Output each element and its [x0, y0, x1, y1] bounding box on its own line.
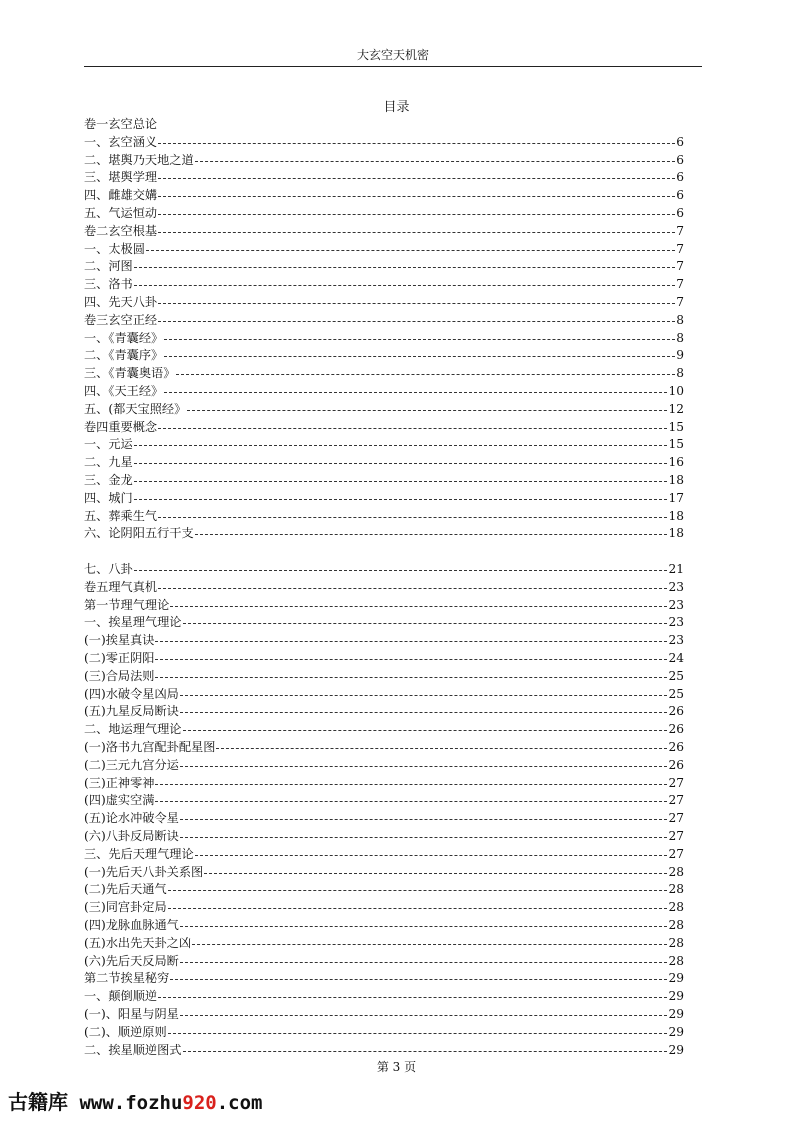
toc-entry-label: (一)挨星真诀 [84, 633, 155, 648]
toc-leader-dashes [216, 747, 667, 749]
toc-entry-page: 21 [668, 562, 684, 576]
page-number: 第 3 页 [376, 1060, 417, 1074]
toc-entry-label: 二、河图 [84, 259, 133, 274]
toc-leader-dashes [155, 783, 667, 785]
toc-entry-label: (六)八卦反局断诀 [84, 829, 179, 843]
toc-leader-dashes [183, 622, 668, 624]
toc-entry[interactable] [84, 186, 684, 204]
toc-leader-dashes [204, 872, 667, 874]
toc-entry-label: 三、金龙 [84, 473, 133, 487]
toc-entry[interactable] [84, 756, 684, 774]
toc-leader-dashes [187, 409, 667, 411]
toc-entry-label: 卷四重要概念 [84, 419, 158, 434]
toc-entry-page: 23 [668, 633, 684, 648]
toc-entry-label: 五、(都天宝照经》 [84, 401, 187, 416]
toc-entry-page: 8 [676, 312, 684, 327]
toc-leader-dashes [134, 284, 675, 286]
toc-entry-page: 29 [668, 971, 684, 986]
toc-entry-page: 26 [668, 722, 684, 737]
toc-leader-dashes [158, 320, 675, 322]
toc-leader-dashes [168, 889, 668, 891]
toc-entry[interactable] [84, 934, 684, 952]
toc-leader-dashes [146, 249, 675, 251]
toc-entry-page: 18 [668, 526, 684, 541]
toc-entry[interactable] [84, 115, 684, 133]
toc-entry-label: (五)水出先天卦之凶 [84, 935, 192, 950]
toc-entry[interactable] [84, 952, 684, 970]
toc-entry[interactable] [84, 204, 684, 222]
toc-entry[interactable] [84, 1023, 684, 1041]
toc-entry-page: 15 [668, 437, 684, 452]
toc-entry[interactable] [84, 168, 684, 186]
toc-entry-page: 25 [668, 668, 684, 683]
toc-entry-label: 第二节挨星秘穷 [84, 971, 170, 986]
toc-entry-label: 一、玄空涵义 [84, 134, 158, 149]
toc-entry[interactable] [84, 418, 684, 436]
toc-entry-label: 二、九星 [84, 455, 133, 470]
toc-entry[interactable] [84, 613, 684, 631]
toc-entry-page: 29 [668, 989, 684, 1004]
toc-entry-label: (一)先后天八卦关系图 [84, 864, 204, 879]
toc-entry-label: 四、雌雄交媾 [84, 188, 158, 203]
toc-entry-label: 七、八卦 [84, 562, 133, 576]
toc-entry-label: (一)洛书九宫配卦配星图 [84, 740, 216, 754]
toc-entry[interactable] [84, 240, 684, 258]
toc-leader-dashes [155, 800, 667, 802]
toc-leader-dashes [170, 605, 667, 607]
toc-entry-page: 27 [668, 811, 684, 826]
toc-entry-page: 28 [668, 900, 684, 915]
toc-entry-label: 二、《青囊序》 [84, 348, 164, 363]
toc-entry[interactable] [84, 685, 684, 703]
header-title: 大玄空天机密 [356, 48, 429, 62]
toc-leader-dashes [180, 818, 668, 820]
toc-entry[interactable] [84, 898, 684, 916]
toc-leader-dashes [155, 658, 667, 660]
toc-leader-dashes [164, 338, 675, 340]
toc-entry-label: (五)九星反局断诀 [84, 704, 179, 719]
toc-leader-dashes [158, 516, 667, 518]
toc-entry-page: 26 [668, 740, 684, 754]
toc-entry-label: (四)水破令星凶局 [84, 686, 179, 701]
toc-entry[interactable] [84, 720, 684, 738]
toc-entry-label: 四、先天八卦 [84, 295, 158, 309]
toc-leader-dashes [158, 142, 675, 144]
toc-entry-label: (三)正神零神 [84, 775, 155, 790]
toc-entry-label: (二)三元九宫分运 [84, 757, 179, 772]
toc-entry-label: 卷二玄空根基 [84, 223, 158, 238]
toc-leader-dashes [134, 266, 675, 268]
toc-entry-page: 26 [668, 757, 684, 772]
toc-entry[interactable] [84, 578, 684, 596]
toc-entry[interactable] [84, 631, 684, 649]
toc-entry-page: 28 [668, 953, 684, 968]
toc-entry-label: 四、《天王经》 [84, 384, 164, 398]
toc-leader-dashes [180, 925, 668, 927]
toc-entry-page: 7 [676, 277, 684, 292]
toc-leader-dashes [155, 676, 667, 678]
toc-entry-page: 27 [668, 829, 684, 843]
toc-entry[interactable] [84, 863, 684, 881]
toc-entry[interactable] [84, 400, 684, 418]
toc-entry-label: (四)龙脉血脉通气 [84, 918, 179, 932]
toc-entry[interactable] [84, 738, 684, 756]
toc-leader-dashes [168, 907, 668, 909]
toc-entry[interactable] [84, 346, 684, 364]
toc-entry-label: 一、《青囊经》 [84, 330, 164, 345]
toc-leader-dashes [164, 391, 667, 393]
toc-entry-page: 23 [668, 615, 684, 630]
toc-entry-page: 24 [668, 651, 684, 665]
toc-entry-label: 二、挨星顺逆图式 [84, 1042, 182, 1057]
page-header [84, 44, 702, 67]
toc-leader-dashes [195, 854, 668, 856]
toc-leader-dashes [155, 640, 667, 642]
toc-leader-dashes [134, 444, 668, 446]
toc-entry-label: 六、论阴阳五行干支 [84, 526, 194, 541]
toc-leader-dashes [158, 996, 667, 998]
toc-leader-dashes [183, 1050, 668, 1052]
toc-entry-page: 6 [676, 152, 684, 167]
toc-leader-dashes [158, 587, 667, 589]
toc-leader-dashes [134, 569, 668, 571]
toc-leader-dashes [158, 231, 675, 233]
toc-entry-label: 五、葬乘生气 [84, 508, 158, 523]
toc-entry-label: (六)先后天反局断 [84, 953, 179, 968]
toc-entry[interactable] [84, 560, 684, 578]
toc-entry-page: 6 [676, 170, 684, 185]
toc-entry-label: (二)零正阴阳 [84, 651, 155, 665]
toc-leader-dashes [158, 195, 675, 197]
toc-entry-page: 8 [676, 330, 684, 345]
toc-entry-label: (四)虚实空满 [84, 793, 155, 808]
toc-entry[interactable] [84, 827, 684, 845]
toc-leader-dashes [192, 943, 667, 945]
toc-entry-label: 一、元运 [84, 437, 133, 452]
toc-entry-page: 28 [668, 918, 684, 932]
toc-entry-page: 8 [676, 366, 684, 381]
toc-entry-page: 7 [676, 223, 684, 238]
toc-leader-dashes [158, 427, 667, 429]
toc-entry-label: 三、《青囊奥语》 [84, 366, 176, 381]
toc-entry[interactable] [84, 774, 684, 792]
toc-entry-page: 27 [668, 793, 684, 808]
toc-entry[interactable] [84, 133, 684, 151]
toc-entry[interactable] [84, 382, 684, 400]
toc-entry[interactable] [84, 151, 684, 169]
toc-leader-dashes [180, 961, 668, 963]
watermark-url: www.fozhu920.com [79, 1092, 263, 1114]
toc-leader-dashes [180, 765, 668, 767]
toc-entry-label: 二、地运理气理论 [84, 722, 182, 737]
toc-entry-label: 卷五理气真机 [84, 579, 158, 594]
toc-entry-page: 6 [676, 206, 684, 220]
toc-entry[interactable] [84, 791, 684, 809]
toc-entry-page: 9 [676, 348, 684, 363]
toc-entry[interactable] [84, 364, 684, 382]
toc-entry-label: 第一节理气理论 [84, 597, 170, 612]
toc-leader-dashes [180, 836, 668, 838]
toc-entry[interactable] [84, 845, 684, 863]
toc-leader-dashes [158, 177, 675, 179]
toc-entry[interactable] [84, 667, 684, 685]
toc-entry[interactable] [84, 257, 684, 275]
toc-entry-page: 7 [676, 295, 684, 309]
toc-entry-page: 27 [668, 775, 684, 790]
toc-entry[interactable] [84, 809, 684, 827]
toc-entry[interactable] [84, 916, 684, 934]
toc-entry[interactable] [84, 987, 684, 1005]
toc-leader-dashes [195, 533, 668, 535]
toc-entry-label: 三、洛书 [84, 277, 133, 292]
toc-leader-dashes [180, 694, 668, 696]
toc-leader-dashes [180, 711, 668, 713]
toc-entry-page: 27 [668, 846, 684, 861]
toc-entry-page: 10 [668, 384, 684, 398]
toc-entry[interactable] [84, 524, 684, 542]
toc-entry[interactable] [84, 702, 684, 720]
toc-entry-page: 25 [668, 686, 684, 701]
toc-entry[interactable] [84, 1005, 684, 1023]
toc-entry-page: 28 [668, 864, 684, 879]
toc-entry[interactable] [84, 435, 684, 453]
toc-entry-label: 一、挨星理气理论 [84, 615, 182, 630]
toc-entry[interactable] [84, 489, 684, 507]
toc-leader-dashes [158, 302, 675, 304]
toc-title: 目录 [383, 100, 410, 115]
toc-entry-label: 卷一玄空总论 [84, 117, 158, 131]
toc-entry-page: 16 [668, 455, 684, 470]
toc-entry[interactable] [84, 1041, 684, 1059]
toc-leader-dashes [176, 373, 675, 375]
toc-entry-page: 7 [676, 259, 684, 274]
toc-entry-label: (三)同宫卦定局 [84, 900, 167, 915]
toc-entry[interactable] [84, 329, 684, 347]
toc-entry-label: 一、太极圆 [84, 241, 145, 256]
toc-entry[interactable] [84, 311, 684, 329]
toc-entry-page: 28 [668, 882, 684, 897]
toc-leader-dashes [134, 498, 668, 500]
toc-entry[interactable] [84, 969, 684, 987]
toc-entry-page: 18 [668, 473, 684, 487]
toc-entry[interactable] [84, 293, 684, 311]
toc-entry-page: 29 [668, 1024, 684, 1039]
toc-entry-page: 18 [668, 508, 684, 523]
toc-entry-page: 28 [668, 935, 684, 950]
toc-entry-label: 卷三玄空正经 [84, 312, 158, 327]
toc-entry-page: 23 [668, 579, 684, 594]
toc-leader-dashes [183, 729, 668, 731]
toc-entry-page: 7 [676, 241, 684, 256]
toc-leader-dashes [158, 213, 675, 215]
toc-entry[interactable] [84, 471, 684, 489]
toc-leader-dashes [134, 480, 668, 482]
toc-entry-page: 6 [676, 188, 684, 203]
watermark-site-name: 古籍库 [8, 1090, 68, 1114]
toc-entry-page: 26 [668, 704, 684, 719]
toc-leader-dashes [180, 1014, 668, 1016]
toc-entry-label: 二、堪舆乃天地之道 [84, 152, 194, 167]
toc-entry-label: 三、先后天理气理论 [84, 846, 194, 861]
toc-entry-label: (二)先后天通气 [84, 882, 167, 897]
toc-entry-page: 6 [676, 134, 684, 149]
toc-entry-page: 17 [668, 490, 684, 505]
toc-entry[interactable] [84, 222, 684, 240]
toc-entry[interactable] [84, 596, 684, 614]
toc-leader-dashes [195, 160, 676, 162]
toc-entry-label: 三、堪舆学理 [84, 170, 158, 185]
toc-entry-label: (一)、阳星与阴星 [84, 1007, 179, 1021]
toc-entry-label: 五、气运恒动 [84, 206, 158, 220]
toc-leader-dashes [168, 1032, 668, 1034]
toc-leader-dashes [134, 462, 668, 464]
toc-entry[interactable] [84, 507, 684, 525]
watermark [8, 1087, 263, 1117]
toc-entry[interactable] [84, 275, 684, 293]
toc-entry[interactable] [84, 880, 684, 898]
toc-entry-page: 29 [668, 1042, 684, 1057]
toc-entry-page: 29 [668, 1007, 684, 1021]
toc-entry[interactable] [84, 649, 684, 667]
toc-entry-label: 四、城门 [84, 490, 133, 505]
toc-entry[interactable] [84, 453, 684, 471]
toc-entry-page: 15 [668, 419, 684, 434]
toc-entry-page: 12 [668, 401, 684, 416]
toc-entry-label: 一、颠倒顺逆 [84, 989, 158, 1004]
toc-entry-label: (五)论水冲破令星 [84, 811, 179, 826]
toc-leader-dashes [170, 978, 667, 980]
toc-entry-label: (二)、顺逆原则 [84, 1024, 167, 1039]
toc-entry-page: 23 [668, 597, 684, 612]
toc-leader-dashes [164, 355, 675, 357]
toc-entry-label: (三)合局法则 [84, 668, 155, 683]
